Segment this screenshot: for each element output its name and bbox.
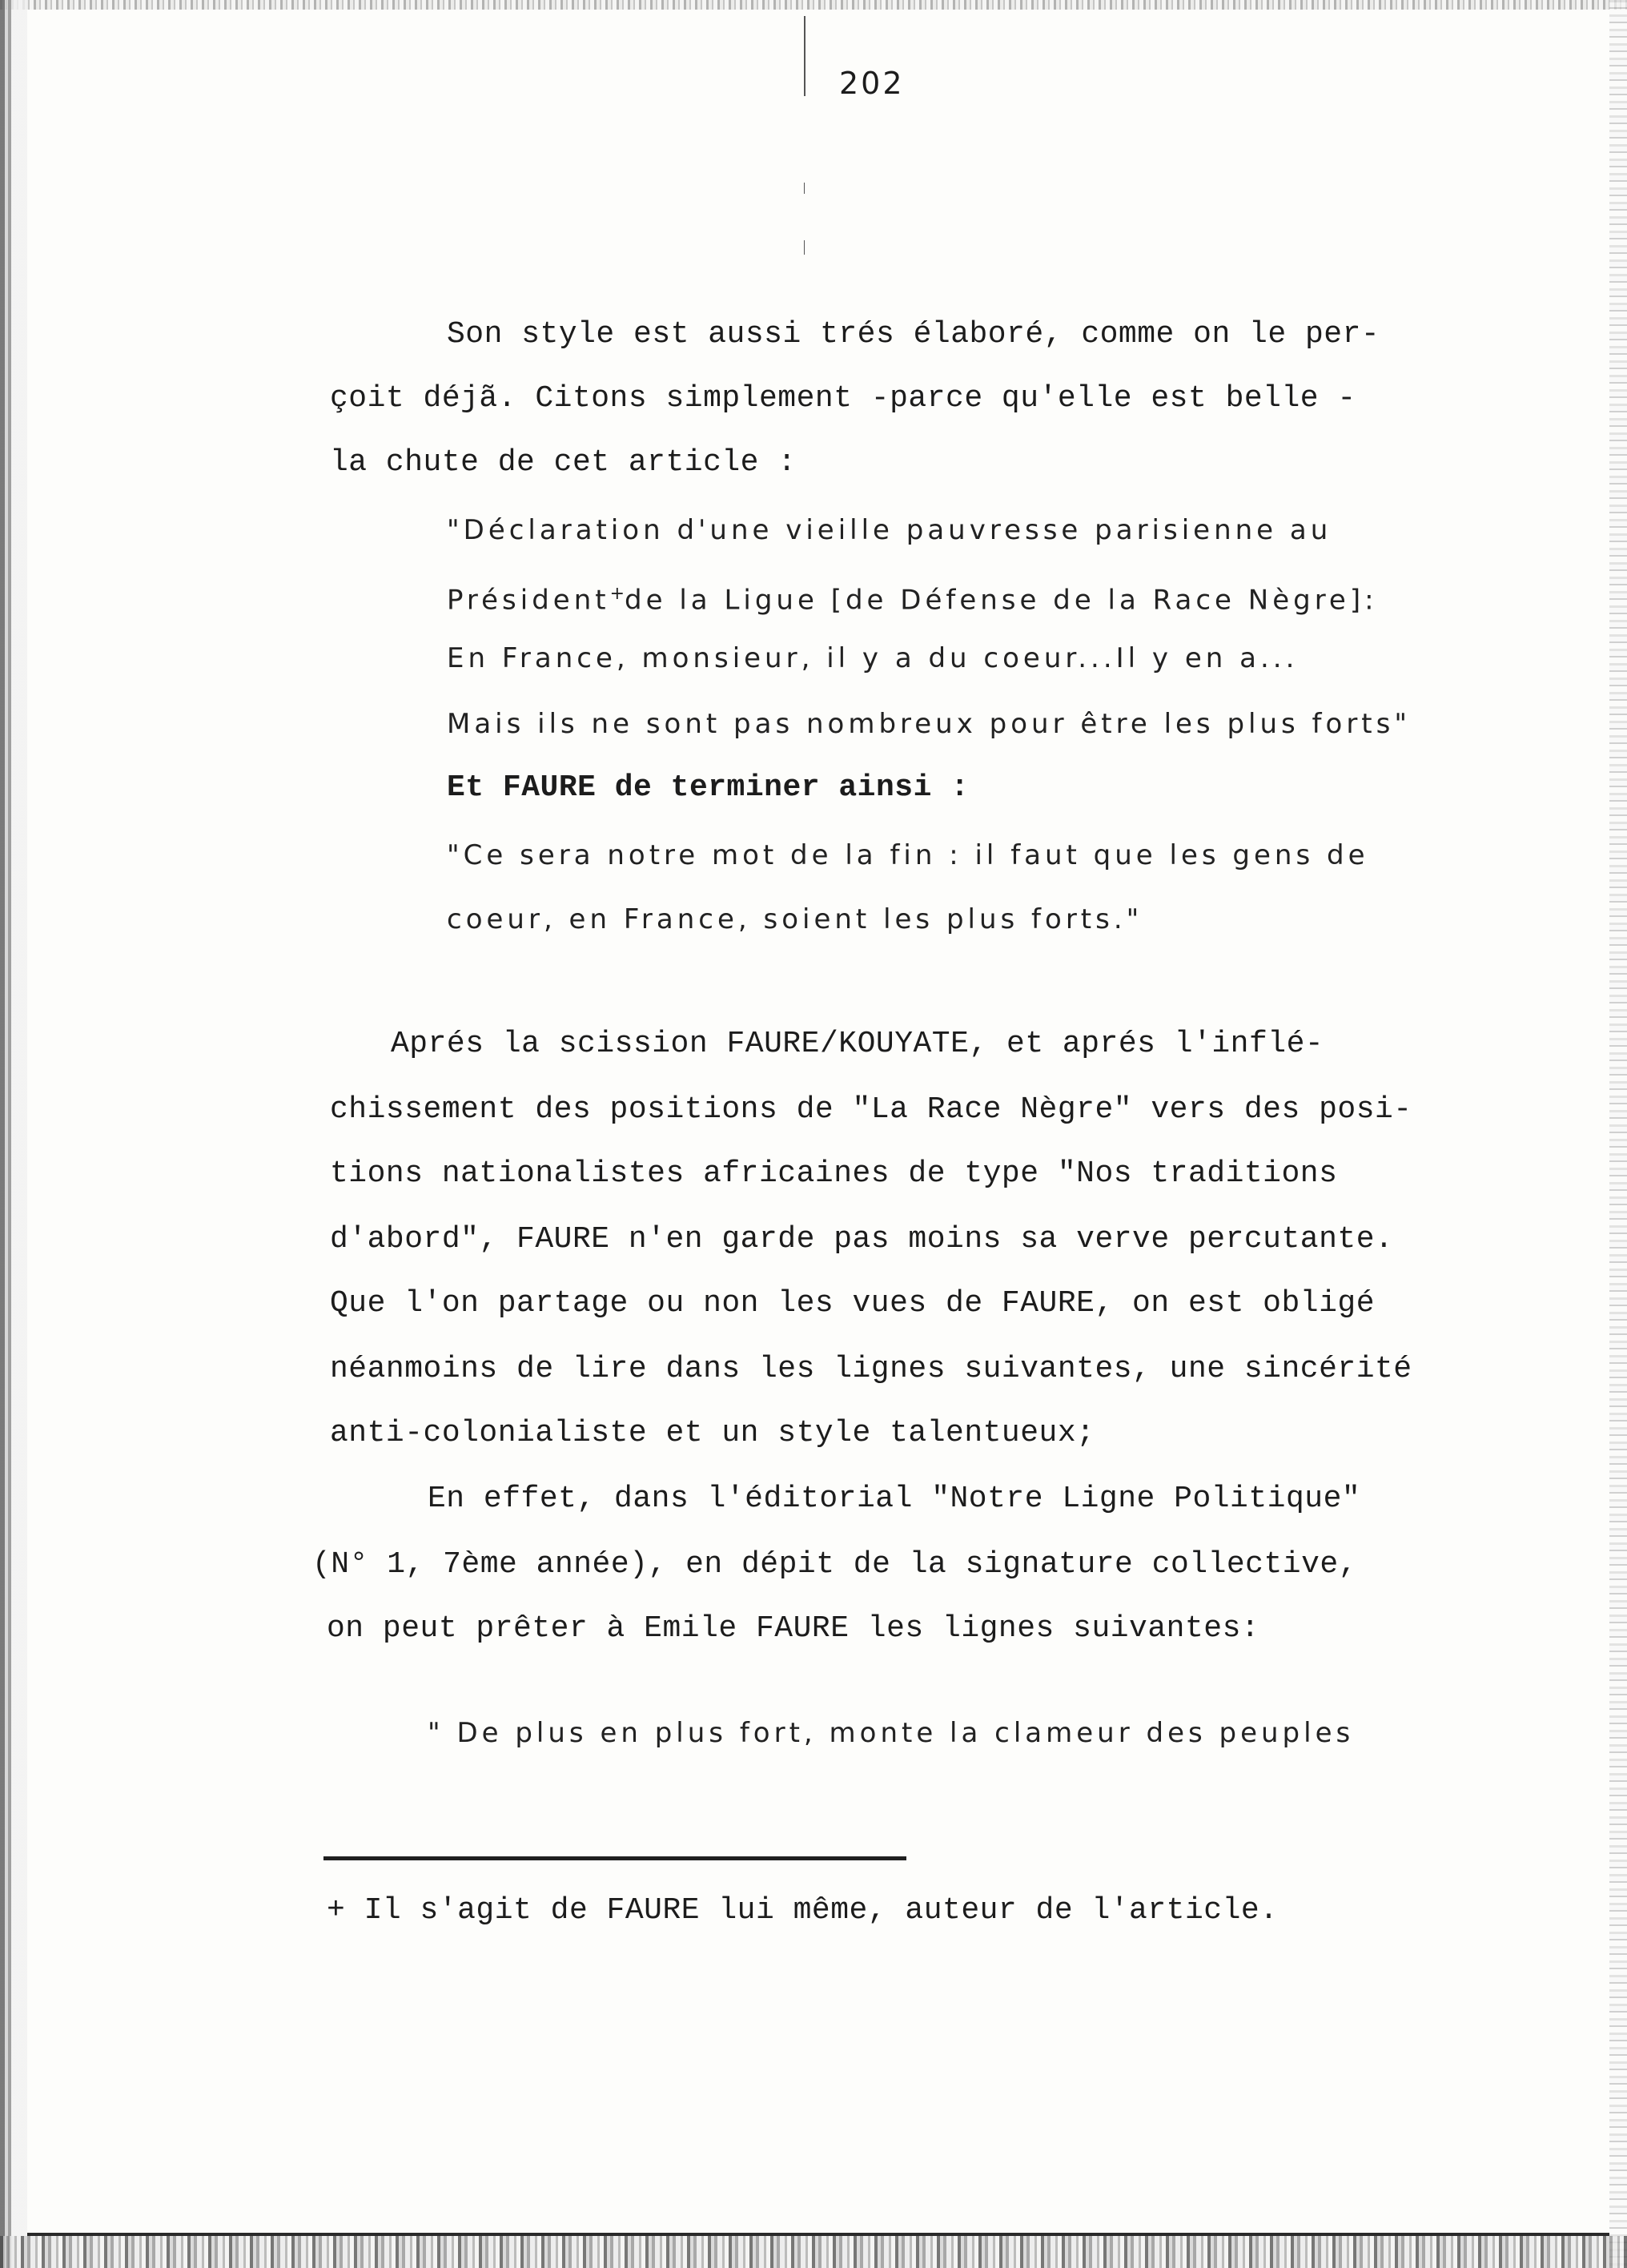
quote-line: Mais ils ne sont pas nombreux pour être les plus forts" — [447, 708, 1411, 740]
page-number: 202 — [839, 66, 905, 101]
text-line: Son style est aussi trés élaboré, comme on le per- — [447, 317, 1380, 352]
text-line: néanmoins de lire dans les lignes suivantes, une sincérité — [330, 1352, 1412, 1386]
text-line: Aprés la scission FAURE/KOUYATE, et aprés l'inflé- — [391, 1027, 1324, 1061]
quote-line — [447, 575, 1378, 619]
quote-text: de la Ligue [de Défense de la Race Nègre]: — [625, 584, 1378, 617]
text-line: Que l'on partage ou non les vues de FAURE, on est obligé — [330, 1286, 1376, 1321]
scan-edge-bottom — [0, 2236, 1627, 2268]
text-line: anti-colonialiste et un style talentueux; — [330, 1416, 1095, 1450]
scan-edge-right — [1609, 0, 1627, 2268]
scan-edge-left — [0, 0, 27, 2268]
footnote-mark: + — [609, 584, 625, 604]
quote-line: "Déclaration d'une vieille pauvresse parisienne au — [447, 514, 1332, 546]
fold-mark — [804, 240, 805, 255]
text-line: (N° 1, 7ème année), en dépit de la signature collective, — [312, 1547, 1358, 1582]
quote-line: En France, monsieur, il y a du coeur...Il y en a... — [447, 642, 1299, 674]
quote-text: Président — [447, 584, 610, 617]
transition-line: Et FAURE de terminer ainsi : — [447, 770, 970, 805]
footnote-text: + Il s'agit de FAURE lui même, auteur de l'article. — [327, 1893, 1279, 1928]
footnote-rule — [323, 1856, 906, 1860]
text-line: on peut prêter à Emile FAURE les lignes suivantes: — [327, 1611, 1260, 1646]
scan-edge-top — [0, 0, 1627, 10]
text-line: la chute de cet article : — [330, 445, 797, 480]
quote-line: " De plus en plus fort, monte la clameur des peuples — [428, 1717, 1355, 1749]
quote-line: coeur, en France, soient les plus forts." — [447, 903, 1143, 935]
text-line: En effet, dans l'éditorial "Notre Ligne Politique" — [428, 1482, 1361, 1516]
fold-mark — [804, 183, 805, 194]
text-line: çoit déjã. Citons simplement -parce qu'elle est belle - — [330, 381, 1356, 416]
text-line: d'abord", FAURE n'en garde pas moins sa verve percutante. — [330, 1222, 1394, 1257]
text-line: chissement des positions de "La Race Nègre" vers des posi- — [330, 1092, 1412, 1127]
fold-mark — [804, 16, 805, 96]
quote-line: "Ce sera notre mot de la fin : il faut que les gens de — [447, 839, 1369, 871]
text-line: tions nationalistes africaines de type "Nos traditions — [330, 1156, 1338, 1191]
